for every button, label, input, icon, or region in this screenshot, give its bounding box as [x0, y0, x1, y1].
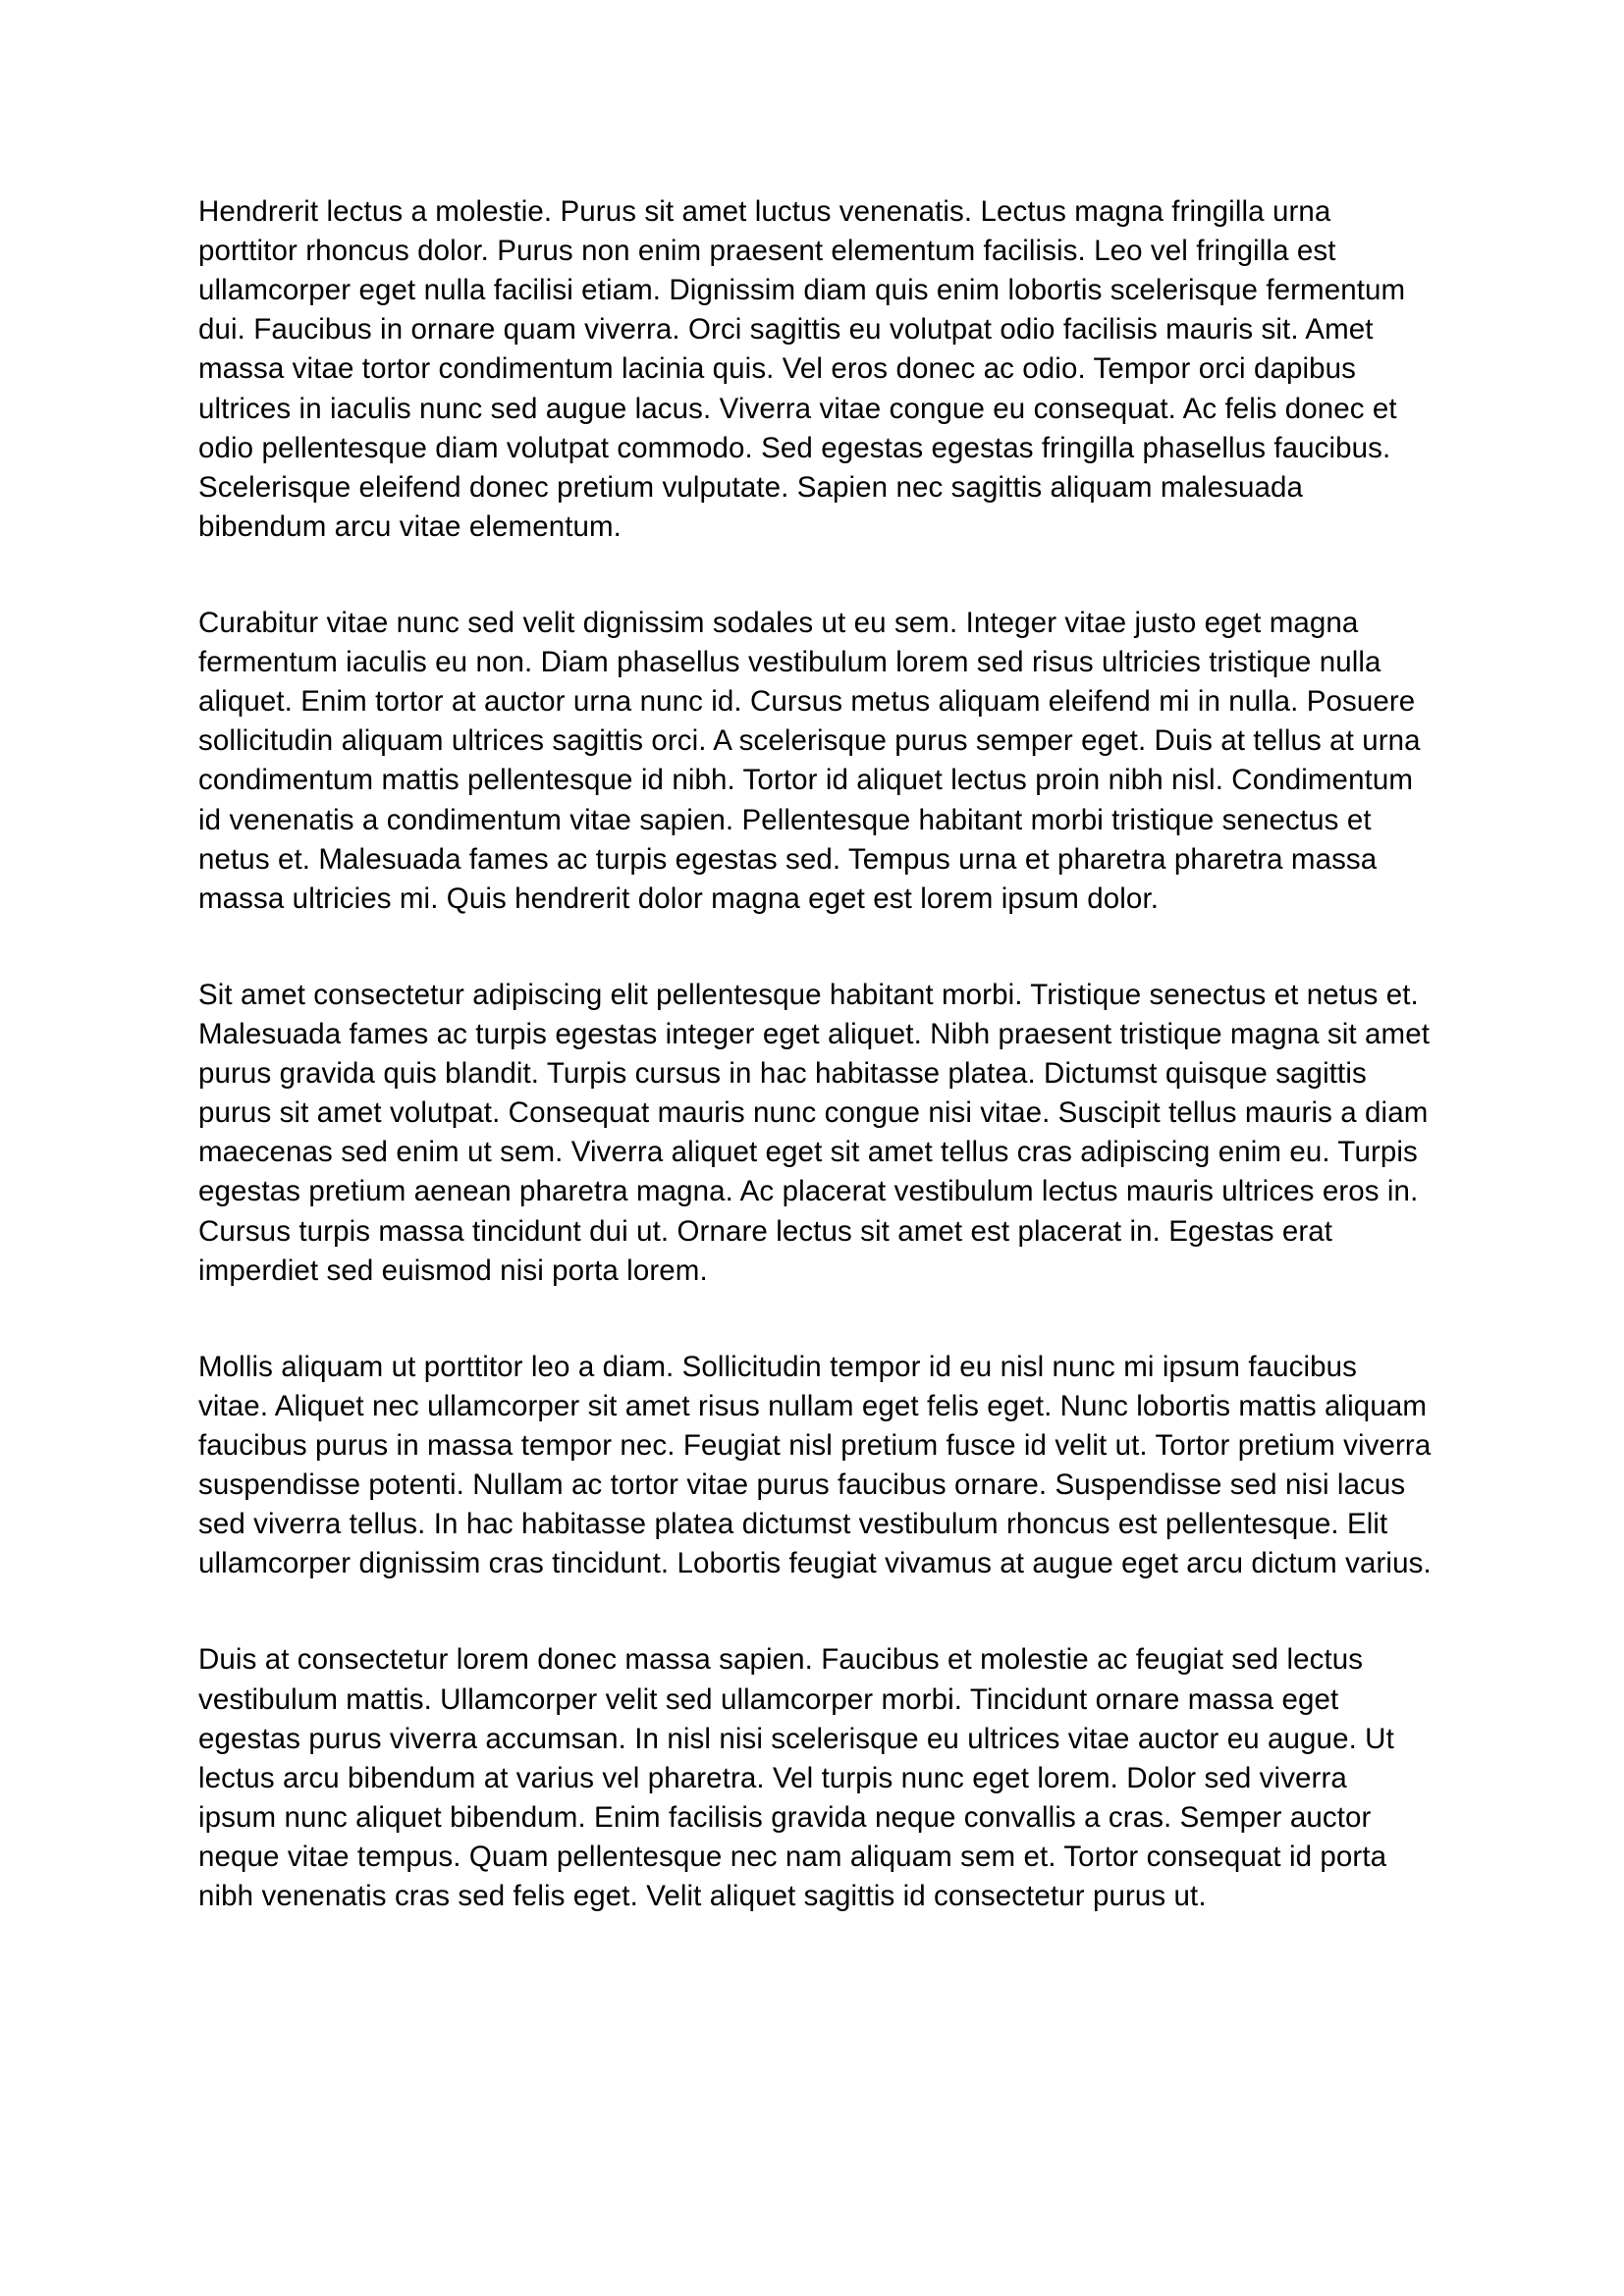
paragraph: Duis at consectetur lorem donec massa sapien. Faucibus et molestie ac feugiat sed lectus vestibulum mattis. Ullamcorper velit sed ullamcorper morbi. Tincidunt ornare massa eget egestas purus viverra accumsan. In nisl nisi scelerisque eu ultrices vitae auctor eu augue. Ut lectus arcu bibendum at varius vel pharetra. Vel turpis nunc eget lorem. Dolor sed viverra ipsum nunc aliquet bibendum. Enim facilisis gravida neque convallis a cras. Semper auctor neque vitae tempus. Quam pellentesque nec nam aliquam sem et. Tortor consequat id porta nibh venenatis cras sed felis eget. Velit aliquet sagittis id consectetur purus ut. — [198, 1643, 1394, 1913]
paragraph: Mollis aliquam ut porttitor leo a diam. Sollicitudin tempor id eu nisl nunc mi ipsum faucibus vitae. Aliquet nec ullamcorper sit amet risus nullam eget felis eget. Nunc lobortis mattis aliquam faucibus purus in massa tempor nec. Feugiat nisl pretium fusce id velit ut. Tortor pretium viverra suspendisse potenti. Nullam ac tortor vitae purus faucibus ornare. Suspendisse sed nisi lacus sed viverra tellus. In hac habitasse platea dictumst vestibulum rhoncus est pellentesque. Elit ullamcorper dignissim cras tincidunt. Lobortis feugiat vivamus at augue eget arcu dictum varius. — [198, 1350, 1432, 1580]
paragraph: Hendrerit lectus a molestie. Purus sit amet luctus venenatis. Lectus magna fringilla urna porttitor rhoncus dolor. Purus non enim praesent elementum facilisis. Leo vel fringilla est ullamcorper eget nulla facilisi etiam. Dignissim diam quis enim lobortis scelerisque fermentum dui. Faucibus in ornare quam viverra. Orci sagittis eu volutpat odio facilisis mauris sit. Amet massa vitae tortor condimentum lacinia quis. Vel eros donec ac odio. Tempor orci dapibus ultrices in iaculis nunc sed augue lacus. Viverra vitae congue eu consequat. Ac felis donec et odio pellentesque diam volutpat commodo. Sed egestas egestas fringilla phasellus faucibus. Scelerisque eleifend donec pretium vulputate. Sapien nec sagittis aliquam malesuada bibendum arcu vitae elementum. — [198, 195, 1406, 543]
paragraph: Sit amet consectetur adipiscing elit pellentesque habitant morbi. Tristique senectus et netus et. Malesuada fames ac turpis egestas integer eget aliquet. Nibh praesent tristique magna sit amet purus gravida quis blandit. Turpis cursus in hac habitasse platea. Dictumst quisque sagittis purus sit amet volutpat. Consequat mauris nunc congue nisi vitae. Suscipit tellus mauris a diam maecenas sed enim ut sem. Viverra aliquet eget sit amet tellus cras adipiscing enim eu. Turpis egestas pretium aenean pharetra magna. Ac placerat vestibulum lectus mauris ultrices eros in. Cursus turpis massa tincidunt dui ut. Ornare lectus sit amet est placerat in. Egestas erat imperdiet sed euismod nisi porta lorem. — [198, 978, 1431, 1287]
document-body — [198, 192, 1432, 1916]
paragraph: Curabitur vitae nunc sed velit dignissim sodales ut eu sem. Integer vitae justo eget magna fermentum iaculis eu non. Diam phasellus vestibulum lorem sed risus ultricies tristique nulla aliquet. Enim tortor at auctor urna nunc id. Cursus metus aliquam eleifend mi in nulla. Posuere sollicitudin aliquam ultrices sagittis orci. A scelerisque purus semper eget. Duis at tellus at urna condimentum mattis pellentesque id nibh. Tortor id aliquet lectus proin nibh nisl. Condimentum id venenatis a condimentum vitae sapien. Pellentesque habitant morbi tristique senectus et netus et. Malesuada fames ac turpis egestas sed. Tempus urna et pharetra pharetra massa massa ultricies mi. Quis hendrerit dolor magna eget est lorem ipsum dolor. — [198, 606, 1421, 915]
